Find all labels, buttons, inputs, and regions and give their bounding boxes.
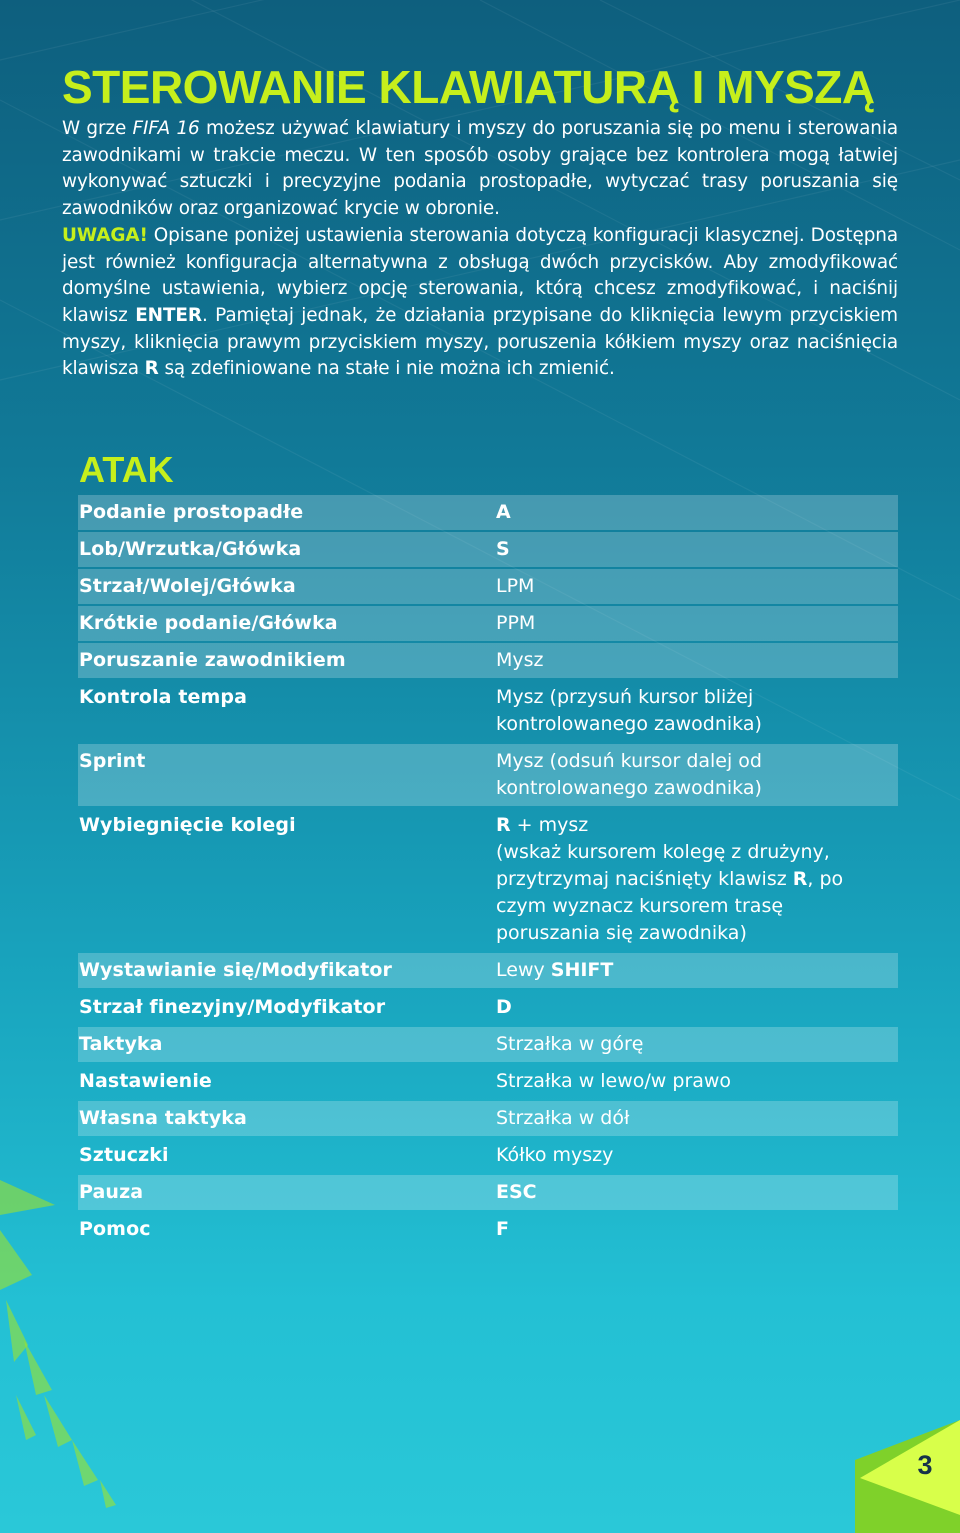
control-value: S: [496, 538, 510, 560]
key-r: R: [792, 868, 808, 890]
control-value: F: [496, 1218, 509, 1240]
key-shift: SHIFT: [550, 959, 614, 981]
table-row: [78, 606, 898, 641]
table-row: [78, 744, 898, 806]
table-row: [78, 953, 898, 988]
intro-text-body: możesz używać klawiatury i myszy do poruszania się po menu i sterowania zawodnikami w trakcie meczu. W ten sposób osoby grające bez kontrolera mogą łatwiej wykonywać sztuczki i precyzyjne podania prostopadłe, wytyczać trasy poruszania się zawodników oraz organizować krycie w obronie.: [62, 118, 898, 220]
action-label: Strzał finezyjny/Modyfikator: [79, 996, 386, 1018]
intro-paragraph: [62, 116, 898, 223]
intro-text: [62, 116, 898, 383]
control-value: D: [496, 996, 512, 1018]
table-row: [78, 680, 898, 742]
control-value: Strzałka w lewo/w prawo: [496, 1070, 732, 1092]
control-value: ESC: [496, 1181, 537, 1203]
controls-table: [78, 495, 898, 1247]
action-label: Wystawianie się/Modyfikator: [79, 959, 393, 981]
action-label: Podanie prostopadłe: [79, 501, 304, 523]
control-line-2: [496, 839, 878, 947]
key-r: R: [144, 358, 159, 380]
page-number: 3: [917, 1450, 933, 1480]
section-heading: ATAK: [79, 449, 174, 490]
table-row: [78, 1175, 898, 1210]
action-label: Krótkie podanie/Główka: [79, 612, 338, 634]
action-label: Sprint: [79, 750, 146, 772]
attack-section: [79, 448, 898, 1247]
warning-text-c: są zdefiniowane na stałe i nie można ich zmienić.: [158, 358, 615, 380]
action-label: Sztuczki: [79, 1144, 169, 1166]
action-label: Lob/Wrzutka/Główka: [79, 538, 302, 560]
intro-text-start: W grze: [62, 118, 133, 139]
control-text: , po czym wyznacz kursorem trasę poruszania się zawodnika): [496, 868, 844, 944]
warning-paragraph: [62, 223, 898, 383]
table-row: [78, 643, 898, 678]
warning-text-b: . Pamiętaj jednak, że działania przypisane do kliknięcia lewym przyciskiem myszy, kliknięcia prawym przyciskiem myszy, poruszenia kółkiem myszy oraz naciśnięcia klawisza: [62, 304, 898, 380]
action-label: Wybiegnięcie kolegi: [79, 814, 296, 836]
table-row: [78, 532, 898, 567]
warning-text-a: Opisane poniżej ustawienia sterowania dotyczą konfiguracji klasycznej. Dostępna jest również konfiguracja alternatywna z obsługą dwóch przycisków. Aby zmodyfikować domyślne ustawienia, wybierz opcję sterowania, którą chcesz zmodyfikować, i naciśnij klawisz: [62, 224, 898, 326]
action-label: Nastawienie: [79, 1070, 212, 1092]
control-value: Mysz (odsuń kursor dalej od kontrolowanego zawodnika): [496, 750, 762, 799]
warning-label: UWAGA!: [62, 224, 148, 246]
control-text: Lewy: [496, 959, 551, 981]
action-label: Taktyka: [79, 1033, 163, 1055]
control-value: [496, 808, 898, 951]
key-r: R: [496, 814, 511, 836]
table-row: [78, 569, 898, 604]
table-row: [78, 1138, 898, 1173]
table-row: [78, 495, 898, 530]
control-value: [496, 953, 898, 988]
table-row: [78, 990, 898, 1025]
page-title: STEROWANIE KLAWIATURĄ I MYSZĄ: [62, 61, 875, 113]
control-line-1: [496, 812, 878, 839]
action-label: Strzał/Wolej/Główka: [79, 575, 296, 597]
control-text: + mysz: [510, 814, 589, 836]
action-label: Pomoc: [79, 1218, 151, 1240]
control-value: A: [496, 501, 511, 523]
control-value: Strzałka w górę: [496, 1033, 644, 1055]
action-label: Kontrola tempa: [79, 686, 248, 708]
action-label: Własna taktyka: [79, 1107, 247, 1129]
game-name: FIFA 16: [132, 118, 200, 139]
table-row: [78, 1027, 898, 1062]
control-value: Mysz: [496, 649, 544, 671]
intro-block: [62, 58, 898, 383]
control-text: (wskaż kursorem kolegę z drużyny, przytrzymaj naciśnięty klawisz: [496, 841, 830, 890]
table-row: [78, 1101, 898, 1136]
table-row: [78, 1064, 898, 1099]
table-row: [78, 1212, 898, 1247]
key-enter: ENTER: [135, 304, 202, 326]
control-value: Mysz (przysuń kursor bliżej kontrolowanego zawodnika): [496, 686, 762, 735]
control-value: Kółko myszy: [496, 1144, 614, 1166]
control-value: PPM: [496, 612, 536, 634]
action-label: Poruszanie zawodnikiem: [79, 649, 346, 671]
action-label: Pauza: [79, 1181, 144, 1203]
control-value: Strzałka w dół: [496, 1107, 630, 1129]
control-value: LPM: [496, 575, 535, 597]
table-row: [78, 808, 898, 951]
